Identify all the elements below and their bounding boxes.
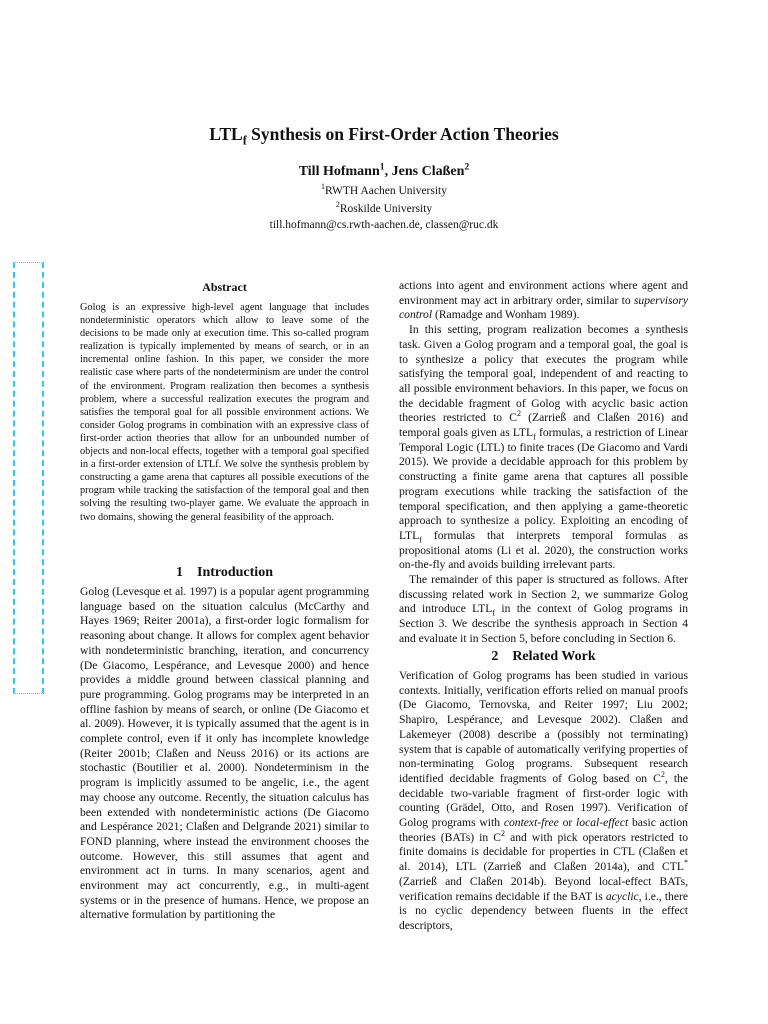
author-emails: till.hofmann@cs.rwth-aachen.de, classen@ruc.dk [269,219,499,231]
section-1-number: 1 [176,565,183,580]
abstract-text: Golog is an expressive high-level agent language that includes nondeterministic operators which allow to leave some of the decisions to be made only at execution time. This so-called program realization is typically implemented by means of search, or in an incremental online fashion. In this paper, we consider the more realistic case where parts of the nondeterminism are under the control of the environment. Program realization then becomes a synthesis problem, where a successful realization executes the program and satisfies the temporal goal for all possible environment actions. We consider Golog programs in combination with an expressive class of first-order action theories that allow for an unbounded number of objects and non-local effects, together with a temporal goal specified in a first-order extension of LTLf. We solve the synthesis problem by constructing a game arena that captures all possible executions of the program while tracking the satisfaction of the temporal goal and then solving the resulting two-player game. We evaluate the approach in two domains, showing the general feasibility of the approach. [80,302,369,523]
intro-paragraph-1: Golog (Levesque et al. 1997) is a popular agent programming language based on the situation calculus (McCarthy and Hayes 1969; Reiter 2001a), a first-order logic formalism for reasoning about change. It allows for complex agent behavior with nondeterministic branching, iteration, and concurrency (De Giacomo, Lespérance, and Levesque 2000) and hence provides a middle ground between classical planning and pure programming. Golog programs may be interpreted in an offline fashion by means of search, or online (De Giacomo et al. 2009). However, it is typically assumed that the agent is in complete control, even if it only has incomplete knowledge (Reiter 2001b; Claßen and Neuss 2016) or its actions are stochastic (Boutilier et al. 2000). Nondeterminism in the program is implicitly assumed to be angelic, i.e., the agent may choose any outcome. Recently, the situation calculus has been extended with nondeterministic actions (De Giacomo and Lespérance 2021; Claßen and Delgrande 2021) similar to FOND planning, where instead the environment chooses the outcome. However, this still assumes that agent and environment act in turns. In many scenarios, agent and environment may act concurrently, e.g., in multi-agent systems or in the presence of humans. Hence, we propose an alternative formulation by partitioning the [80,585,369,922]
section-1-heading [80,565,369,581]
related-work-paragraph-1: Verification of Golog programs has been studied in various contexts. Initially, verification efforts relied on manual proofs (De Giacomo, Ternovska, and Reiter 1997; Liu 2002; Shapiro, Lespérance, and Levesque 2002). Claßen and Lakemeyer (2008) describe a (possibly not terminating) system that is capable of automatically verifying properties of non-terminating Golog programs. Subsequent research identified decidable fragments of Golog based on $C^2$, the decidable two-variable fragment of first-order logic with counting (Grädel, Otto, and Rosen 1997). Verification of Golog programs with context-free or local-effect basic action theories (BATs) in $C^2$ and with pick operators restricted to finite domains is decidable for properties in CTL (Claßen et al. 2014), LTL (Zarrieß and Claßen 2014a), and CTL* (Zarrieß and Claßen 2014b). Beyond local-effect BATs, verification remains decidable if the BAT is acyclic, i.e., there is no cyclic dependency between fluents in the effect descriptors, [399,669,688,932]
related-work-column [399,669,688,934]
section-1-title: Introduction [197,565,273,580]
intro-paragraph-4: The remainder of this paper is structured as follows. After discussing related work in Section 2, we summarize Golog and introduce $LTL_f$ in the context of Golog programs in Section 3. We describe the synthesis approach in Section 4 and evaluate it in Section 5, before concluding in Section 6. [399,573,689,645]
paper-title: $LTL_f$ Synthesis on First-Order Action Theories [209,124,559,148]
section-2-title: Related Work [512,649,596,664]
intro-column-left [80,585,369,923]
intro-column-right [399,279,688,647]
intro-paragraph-2: actions into agent and environment actions where agent and environment may act in arbitrary order, similar to supervisory control (Ramadge and Wonham 1989). [399,279,688,322]
affiliation-1: $^1$RWTH Aachen University [320,182,448,197]
abstract-heading: Abstract [202,280,247,294]
section-2-heading [399,649,688,665]
intro-paragraph-3: In this setting, program realization becomes a synthesis task. Given a Golog program and a temporal goal, the goal is to synthesize a policy that executes the program while satisfying the temporal goal, independent of and reacting to all possible environment behaviors. In this paper, we focus on the decidable fragment of Golog with acyclic basic action theories restricted to $C^2$ (Zarrieß and Claßen 2016) and temporal goals given as $LTL_f$ formulas, a restriction of Linear Temporal Logic (LTL) to finite traces (De Giacomo and Vardi 2015). We provide a decidable approach for this problem by constructing a finite game arena that captures all possible program executions while tracking the satisfaction of the temporal specification, and then applying a game-theoretic approach to synthesize a policy. Exploiting an encoding of $LTL_f$ formulas that interprets temporal formulas as propositional atoms (Li et al. 2020), the construction works on-the-fly and avoids building irrelevant parts. [399,323,688,572]
section-2-number: 2 [491,649,499,664]
affiliation-2: $^2$Roskilde University [335,200,433,215]
gutter-selection-marker [13,262,44,694]
paper-authors: Till Hofmann$^1$, Jens Claßen$^2$ [298,161,470,179]
abstract-body [80,301,369,524]
